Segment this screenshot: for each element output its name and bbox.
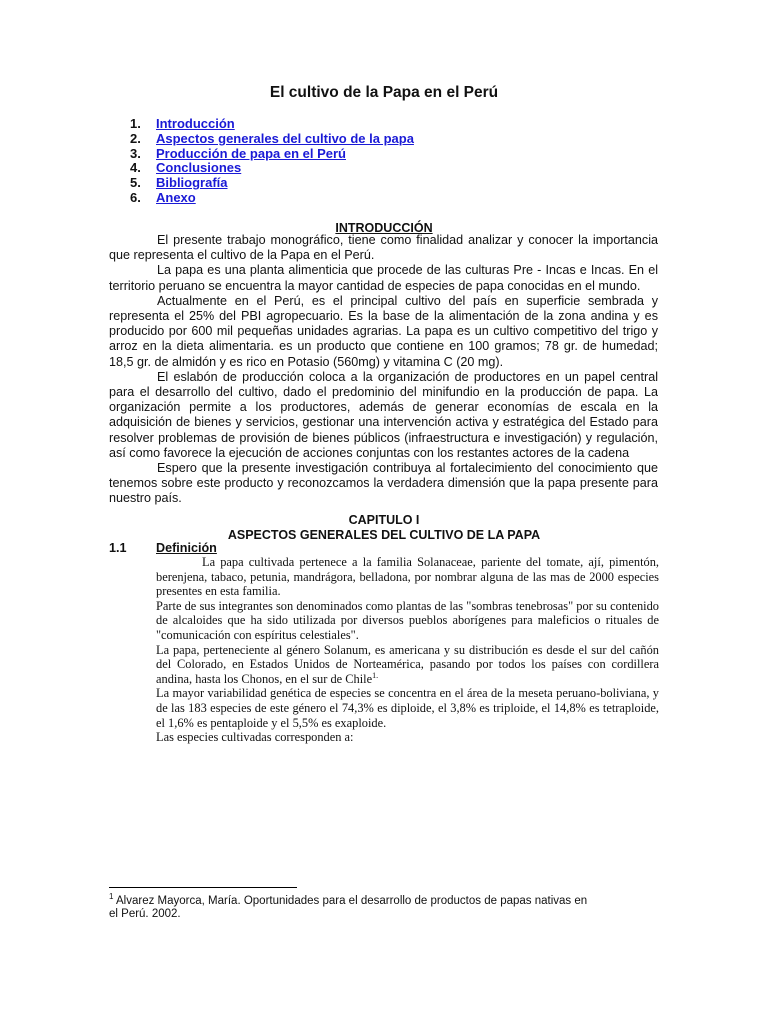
toc-item	[130, 176, 414, 191]
section-heading	[109, 541, 217, 555]
chapter-title: ASPECTOS GENERALES DEL CULTIVO DE LA PAPA	[227, 528, 541, 542]
toc-link-aspectos-generales[interactable]: Aspectos generales del cultivo de la papa	[156, 130, 414, 146]
definition-paragraph: La mayor variabilidad genética de especies se concentra en el área de la meseta peruano-boliviana, y de las 183 especies de este género el 74,3% es diploide, el 3,8% es triploide, el 14,8% es tetraploide, el 1,6% es pentaploide y el 5,5% es exaploide.	[156, 686, 659, 730]
toc-item-number: 5.	[130, 175, 141, 191]
document-title: El cultivo de la Papa en el Perú	[269, 84, 499, 101]
toc-item-number: 6.	[130, 189, 141, 205]
intro-paragraph: Espero que la presente investigación contribuya al fortalecimiento del conocimiento que tenemos sobre este producto y reconozcamos la verdadera dimensión que la papa presente para nuestro país.	[109, 461, 658, 506]
toc-item-number: 4.	[130, 160, 141, 176]
toc-item	[130, 161, 414, 176]
introduccion-heading: INTRODUCCIÓN	[335, 221, 433, 235]
toc-item-number: 1.	[130, 116, 141, 131]
toc-link-anexo[interactable]: Anexo	[156, 189, 196, 205]
definition-paragraph: La papa cultivada pertenece a la familia Solanaceae, pariente del tomate, ají, pimentón, berenjena, tabaco, petunia, mandrágora, belladona, por nombrar alguna de las mas de 2000 especies presentes en esta familia.	[156, 555, 659, 599]
definition-paragraph: Las especies cultivadas corresponden a:	[156, 730, 354, 745]
intro-paragraph: El eslabón de producción coloca a la organización de productores en un papel central para el desarrollo del cultivo, dado el predominio del minifundio en la producción de papa. La organización permite a los productores, además de generar economías de escala en la adquisición de bienes y servicios, gestionar una intervención activa y estratégica del Estado para resolver problemas de provisión de bienes públicos (infraestructura e investigación) y regulación, así como favorece la ejecución de acciones conjuntas con los restantes actores de la cadena	[109, 369, 658, 460]
toc-link-conclusiones[interactable]: Conclusiones	[156, 160, 242, 176]
chapter-label: CAPITULO I	[348, 513, 420, 527]
section-number: 1.1	[109, 541, 127, 555]
definition-paragraph: Parte de sus integrantes son denominados como plantas de las "sombras tenebrosas" por su contenido de alcaloides que ha sido utilizada por diversos pueblos aborígenes para maleficios o rituales de "comunicación con espíritus celestiales".	[156, 598, 659, 642]
toc-item	[130, 147, 414, 162]
intro-paragraph: La papa es una planta alimenticia que procede de las culturas Pre - Incas e Incas. En el territorio peruano se encuentra la mayor cantidad de especies de papa conocidas en el mundo.	[109, 263, 658, 293]
footnote-marker: 1	[109, 892, 114, 902]
definition-text: La papa, perteneciente al género Solanum, es americana y su distribución es desde el sur del cañón del Colorado, en Estados Unidos de Norteamérica, pasando por todos los países con cordillera andina, hasta los Chonos, en el sur de Chile	[156, 642, 659, 686]
intro-paragraph: Actualmente en el Perú, es el principal cultivo del país en superficie sembrada y representa el 25% del PBI agropecuario. Es la base de la alimentación de la zona andina y es producido por 600 mil pequeñas unidades agrarias. La papa es un cultivo competitivo del trigo y arroz en la dieta alimentaria. es un producto que contiene en 100 gramos; 78 gr. de humedad; 18,5 gr. de almidón y es rico en Potasio (560mg) y vitamina C (20 mg).	[109, 293, 658, 369]
footnote-separator	[109, 887, 297, 888]
definition-paragraph	[156, 643, 659, 687]
definicion-body	[156, 555, 659, 745]
section-title: Definición	[156, 541, 217, 555]
footnote-reference[interactable]: 1.	[372, 670, 379, 680]
intro-paragraph: El presente trabajo monográfico, tiene como finalidad analizar y conocer la importancia que representa el cultivo de la Papa en el Perú.	[109, 233, 658, 263]
toc-item	[130, 191, 414, 206]
footnote	[109, 892, 599, 921]
footnote-text: Alvarez Mayorca, María. Oportunidades para el desarrollo de productos de papas nativas en el Perú. 2002.	[109, 895, 588, 920]
toc-item	[130, 132, 414, 147]
toc-item-number: 2.	[130, 130, 141, 146]
toc-link-introduccion[interactable]: Introducción	[156, 116, 235, 131]
toc-link-produccion[interactable]: Producción de papa en el Perú	[156, 145, 346, 161]
introduccion-body	[109, 233, 658, 507]
toc-link-bibliografia[interactable]: Bibliografía	[156, 175, 228, 191]
table-of-contents	[130, 117, 414, 206]
toc-item-number: 3.	[130, 145, 141, 161]
toc-item	[130, 117, 414, 132]
